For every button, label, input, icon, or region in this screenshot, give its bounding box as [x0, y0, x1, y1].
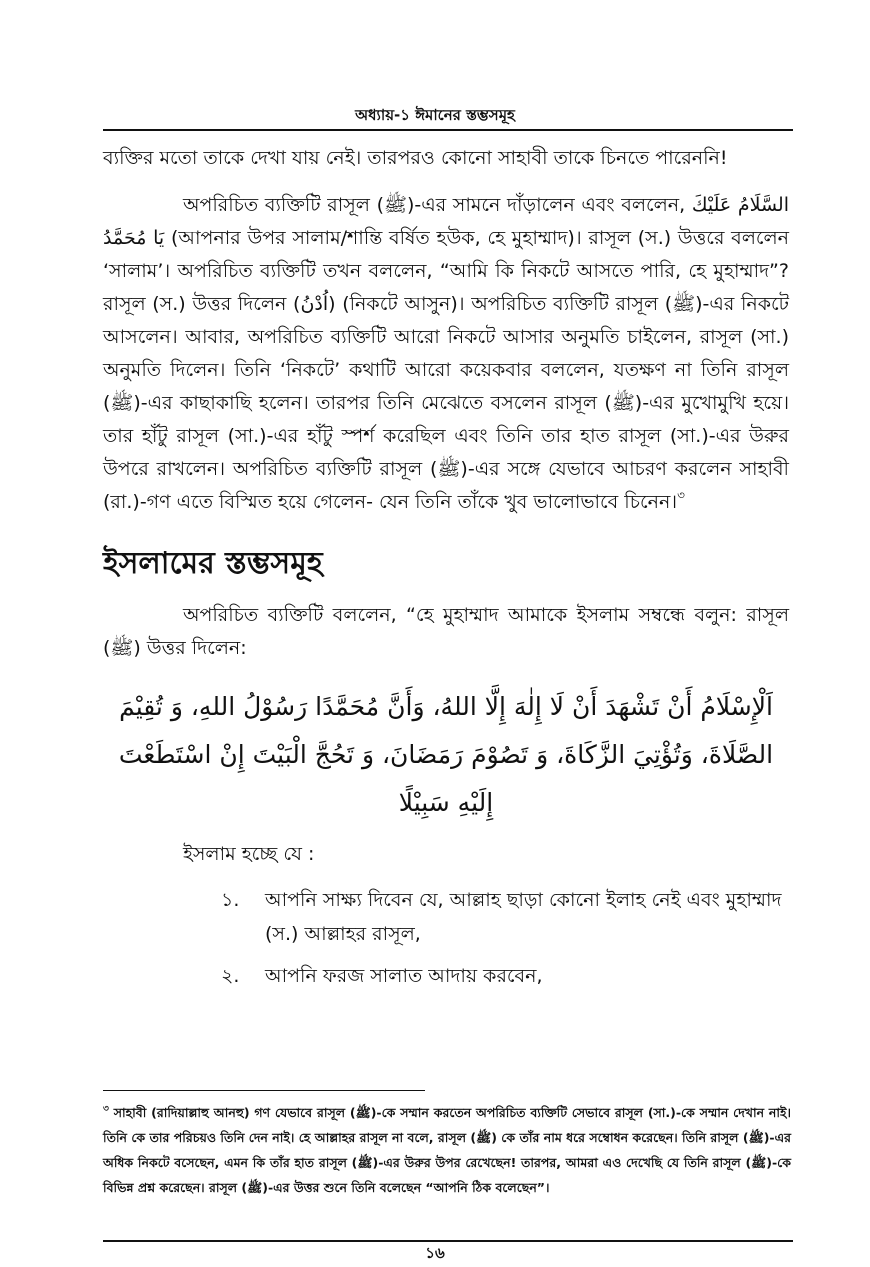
paragraph-text-a: অপরিচিত ব্যক্তিটি রাসূল (ﷺ)-এর সামনে দাঁড়ালেন এবং বললেন, [183, 194, 692, 216]
running-title: অধ্যায়-১ ঈমানের স্তম্ভসমূহ [355, 106, 515, 124]
footnote [103, 1100, 791, 1200]
paragraph-stranger-greeting [103, 189, 789, 519]
paragraph-continued: ব্যক্তির মতো তাকে দেখা যায় নেই। তারপরও কোনো সাহাবী তাকে চিনতে পারেননি! [103, 147, 728, 169]
arabic-salam: السَّلَامُ عَلَيْكَ يَا مُحَمَّدُ [103, 194, 789, 249]
list-text: আপনি ফরজ সালাত আদায় করবেন, [265, 965, 543, 987]
pillars-list [103, 883, 789, 993]
paragraph-text-c: ) (নিকটে আসুন)। অপরিচিত ব্যক্তিটি রাসূল (ﷺ)-এর নিকটে আসলেন। আবার, অপরিচিত ব্যক্তিটি আরো নিকটে আসার অনুমতি চাইলেন, রাসূল (সা.) অনুমতি দিলেন। তিনি ‘নিকটে’ কথাটি আরো কয়েকবার বললেন, যতক্ষণ না তিনি রাসূল (ﷺ)-এর কাছাকাছি হলেন। তারপর তিনি মেঝেতে বসলেন রাসূল (ﷺ)-এর মুখোমুখি হয়ে। তার হাঁটু রাসূল (সা.)-এর হাঁটু স্পর্শ করেছিল এবং তিনি তার হাত রাসূল (সা.)-এর উরুর উপরে রাখলেন। অপরিচিত ব্যক্তিটি রাসূল (ﷺ)-এর সঙ্গে যেভাবে আচরণ করলেন সাহাবী (রা.)-গণ এতে বিস্মিত হয়ে গেলেন- যেন তিনি তাঁকে খুব ভালোভাবে চিনেন। [103, 293, 790, 513]
islam-is-label: ইসলাম হচ্ছে যে : [183, 843, 315, 865]
footnote-rule [103, 1090, 425, 1091]
footnote-reference: ৩ [677, 488, 685, 502]
list-text: আপনি সাক্ষ্য দিবেন যে, আল্লাহ ছাড়া কোনো ইলাহ নেই এবং মুহাম্মাদ (স.) আল্লাহর রাসূল, [265, 889, 782, 945]
paragraph-text-b: (আপনার উপর সালাম/শান্তি বর্ষিত হউক, হে মুহাম্মাদ)। রাসূল (স.) উত্তরে বললেন ‘সালাম’। অপরিচিত ব্যক্তিটি তখন বললেন, “আমি কি নিকটে আসতে পারি, হে মুহাম্মাদ”? রাসূল (স.) উত্তর দিলেন ( [103, 227, 789, 315]
list-number: ১. [221, 889, 240, 911]
list-item [221, 959, 789, 993]
arabic-hadith: اَلْإِسْلَامُ أَنْ تَشْهَدَ أَنْ لَا إِلٰهَ إِلَّا اللهُ، وَأَنَّ مُحَمَّدًا رَسُوْلُ اللهِ، وَ تُقِيْمَ الصَّلَاةَ، وَتُؤْتِيَ الزَّكَاةَ، وَ تَصُوْمَ رَمَضَانَ، وَ تَحُجَّ الْبَيْتَ إِنْ اسْتَطَعْتَ إِلَيْهِ سَبِيْلًا [118, 692, 774, 817]
section-heading: ইসলামের স্তম্ভসমূহ [103, 546, 323, 581]
arabic-udnu: اُدْنُ [300, 293, 329, 315]
page-number: ১৬ [425, 1244, 445, 1262]
main-text [103, 142, 789, 1001]
footnote-text: সাহাবী (রাদিয়াল্লাহু আনহু) গণ যেভাবে রাসূল (ﷺ)-কে সম্মান করতেন অপরিচিত ব্যক্তিটি সেভাবে রাসূল (সা.)-কে সম্মান দেখান নাই। তিনি কে তার পরিচয়ও তিনি দেন নাই। হে আল্লাহর রাসূল না বলে, রাসূল (ﷺ) কে তাঁর নাম ধরে সম্বোধন করেছেন। তিনি রাসূল (ﷺ)-এর অধিক নিকটে বসেছেন, এমন কি তাঁর হাত রাসূল (ﷺ)-এর উরুর উপর রেখেছেন! তারপর, আমরা এও দেখেছি যে তিনি রাসূল (ﷺ)-কে বিভিন্ন প্রশ্ন করেছেন। রাসূল (ﷺ)-এর উত্তর শুনে তিনি বলেছেন “আপনি ঠিক বলেছেন”। [103, 1105, 791, 1195]
section-intro: অপরিচিত ব্যক্তিটি বললেন, “হে মুহাম্মাদ আমাকে ইসলাম সম্বন্ধে বলুন: রাসূল (ﷺ) উত্তর দিলেন: [103, 604, 789, 659]
list-number: ২. [221, 965, 240, 987]
footnote-marker: ৩ [103, 1104, 109, 1114]
list-item [221, 883, 789, 951]
header-rule [103, 129, 793, 131]
